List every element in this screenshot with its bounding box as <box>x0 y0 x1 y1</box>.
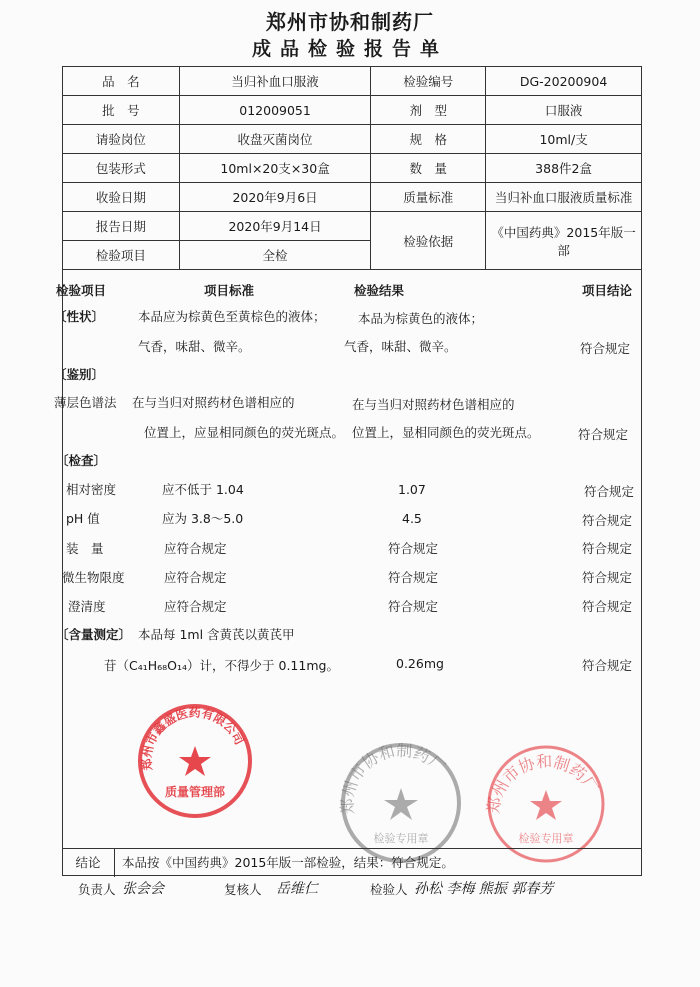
product-name-label: 品 名 <box>63 67 180 96</box>
section-assay: 〔含量测定〕 <box>56 627 132 642</box>
spec-label: 规 格 <box>371 125 486 154</box>
info-row <box>63 154 642 183</box>
batch: 012009051 <box>179 96 370 125</box>
fill-result: 符合规定 <box>388 541 439 556</box>
reviewer-label: 复核人 <box>224 882 262 897</box>
stamp-supplier <box>134 700 256 822</box>
dosage: 口服液 <box>486 96 642 125</box>
prop-standard-2: 气香，味甜、微辛。 <box>138 339 251 354</box>
dept-label: 请验岗位 <box>63 125 180 154</box>
tlc-standard-2: 位置上，应显相同颜色的荧光斑点。 <box>144 425 345 440</box>
info-table <box>62 66 642 270</box>
ph-result: 4.5 <box>402 511 422 526</box>
item: 全检 <box>179 241 370 270</box>
spec: 10ml/支 <box>486 125 642 154</box>
responsible-signature: 张会会 <box>122 881 164 897</box>
conclusion-text: 本品按《中国药典》2015年版一部检验，结果：符合规定。 <box>122 855 454 870</box>
tlc-name: 薄层色谱法 <box>54 395 117 410</box>
star-icon <box>179 746 211 776</box>
col-header-item: 检验项目 <box>56 283 107 298</box>
dept: 收盘灭菌岗位 <box>179 125 370 154</box>
tlc-standard-1: 在与当归对照药材色谱相应的 <box>132 395 295 410</box>
section-inspection: 〔检查〕 <box>56 453 107 468</box>
report-title: 成品检验报告单 <box>251 38 448 60</box>
assay-conclusion: 符合规定 <box>582 658 633 673</box>
received-date: 2020年9月6日 <box>179 183 370 212</box>
product-name: 当归补血口服液 <box>179 67 370 96</box>
section-identification: 〔鉴别〕 <box>54 367 105 382</box>
dosage-label: 剂 型 <box>371 96 486 125</box>
fill-conclusion: 符合规定 <box>582 541 633 556</box>
company-name: 郑州市协和制药厂 <box>266 10 434 34</box>
star-icon <box>384 788 418 820</box>
stamp-factory-red-sub: 检验专用章 <box>518 832 574 845</box>
section-properties: 〔性状〕 <box>54 309 105 324</box>
quantity: 388件2盒 <box>486 154 642 183</box>
info-row <box>63 67 642 96</box>
inspector-label: 检验人 <box>370 882 408 897</box>
inspector-signatures: 孙松 李梅 熊振 郭春芳 <box>414 881 554 897</box>
test-no: DG-20200904 <box>486 67 642 96</box>
density-conclusion: 符合规定 <box>584 484 635 499</box>
clarity-result: 符合规定 <box>388 599 439 614</box>
tlc-conclusion: 符合规定 <box>578 427 629 442</box>
package-label: 包装形式 <box>63 154 180 183</box>
prop-result-2: 气香，味甜、微辛。 <box>344 339 457 354</box>
item-label: 检验项目 <box>63 241 180 270</box>
stamp-supplier-sub: 质量管理部 <box>164 785 226 799</box>
fill-name: 装 量 <box>66 541 104 556</box>
stamp-factory-gray-sub: 检验专用章 <box>373 832 429 845</box>
conclusion-row <box>62 848 642 877</box>
tlc-result-2: 位置上，显相同颜色的荧光斑点。 <box>352 425 540 440</box>
info-row <box>63 183 642 212</box>
prop-standard-1: 本品应为棕黄色至黄棕色的液体； <box>138 309 326 324</box>
assay-result: 0.26mg <box>396 656 444 671</box>
star-icon <box>530 790 562 820</box>
col-header-conclusion: 项目结论 <box>582 283 633 298</box>
prop-conclusion: 符合规定 <box>580 341 631 356</box>
clarity-conclusion: 符合规定 <box>582 599 633 614</box>
clarity-standard: 应符合规定 <box>164 599 227 614</box>
basis: 《中国药典》2015年版一部 <box>486 212 642 270</box>
report-date: 2020年9月14日 <box>179 212 370 241</box>
ph-standard: 应为 3.8～5.0 <box>162 511 244 526</box>
package: 10ml×20支×30盒 <box>179 154 370 183</box>
tlc-result-1: 在与当归对照药材色谱相应的 <box>352 397 515 412</box>
clarity-name: 澄清度 <box>68 599 106 614</box>
ph-name: pH 值 <box>66 511 100 526</box>
col-header-result: 检验结果 <box>354 283 405 298</box>
reviewer-signature: 岳维仁 <box>276 881 318 897</box>
conclusion-label: 结论 <box>62 849 115 877</box>
received-label: 收验日期 <box>63 183 180 212</box>
info-row <box>63 96 642 125</box>
assay-standard-2: 苷（C₄₁H₆₈O₁₄）计，不得少于 0.11mg。 <box>104 658 339 673</box>
stamp-supplier-text: 郑州市鑫盛医药有限公司 <box>139 705 247 771</box>
micro-name: 微生物限度 <box>62 570 125 585</box>
info-row <box>63 125 642 154</box>
density-standard: 应不低于 1.04 <box>162 482 244 497</box>
quantity-label: 数 量 <box>371 154 486 183</box>
responsible-label: 负责人 <box>78 882 116 897</box>
ph-conclusion: 符合规定 <box>582 513 633 528</box>
standard-label: 质量标准 <box>371 183 486 212</box>
col-header-standard: 项目标准 <box>204 283 255 298</box>
test-no-label: 检验编号 <box>371 67 486 96</box>
basis-label: 检验依据 <box>371 212 486 270</box>
fill-standard: 应符合规定 <box>164 541 227 556</box>
report-date-label: 报告日期 <box>63 212 180 241</box>
prop-result-1: 本品为棕黄色的液体； <box>358 311 484 326</box>
micro-standard: 应符合规定 <box>164 570 227 585</box>
micro-result: 符合规定 <box>388 570 439 585</box>
assay-standard-1: 本品每 1ml 含黄芪以黄芪甲 <box>138 627 295 642</box>
standard: 当归补血口服液质量标准 <box>486 183 642 212</box>
stamp-factory-red-text: 郑州市协和制药厂 <box>484 751 603 815</box>
density-result: 1.07 <box>398 482 426 497</box>
stamp-factory-gray-text: 郑州市协和制药厂 <box>338 740 450 815</box>
micro-conclusion: 符合规定 <box>582 570 633 585</box>
batch-label: 批 号 <box>63 96 180 125</box>
density-name: 相对密度 <box>66 482 117 497</box>
info-row <box>63 212 642 241</box>
